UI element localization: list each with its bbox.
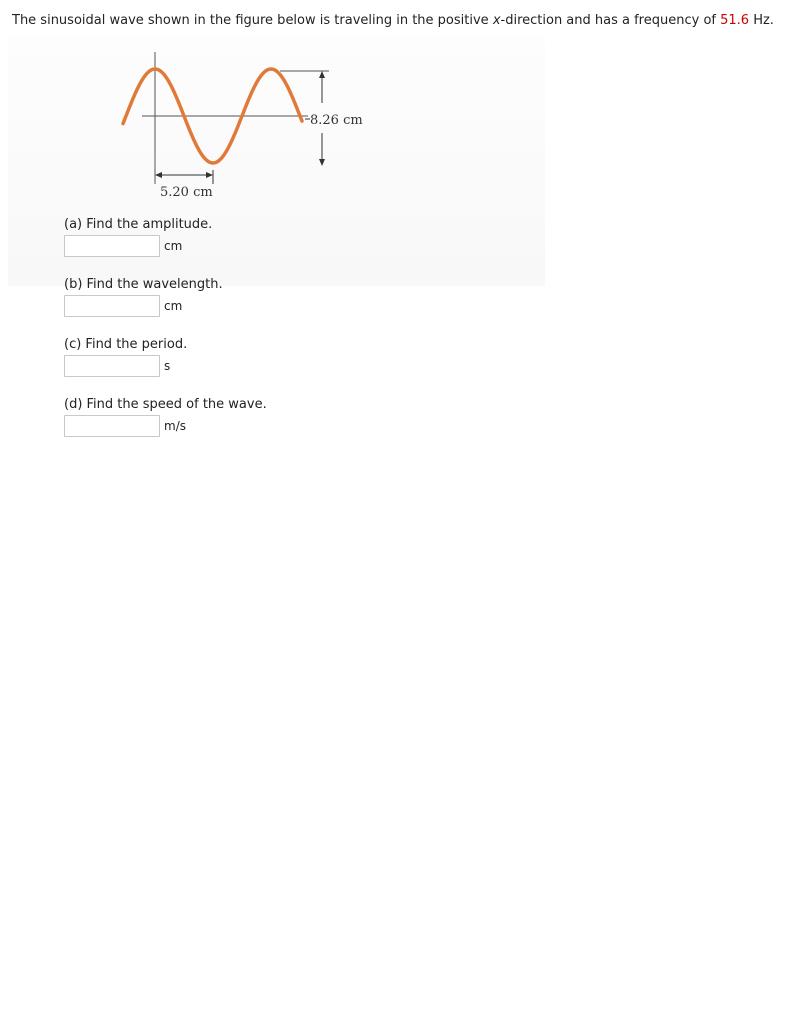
vertical-dimension	[305, 71, 363, 166]
question-a	[64, 216, 212, 257]
answer-input-d[interactable]	[64, 415, 160, 437]
answer-row-b	[64, 295, 223, 317]
question-c	[64, 336, 187, 377]
question-d-prompt: (d) Find the speed of the wave.	[64, 397, 267, 412]
vertical-dimension-label: 8.26 cm	[310, 113, 363, 128]
question-b-prompt: (b) Find the wavelength.	[64, 277, 223, 292]
answer-input-b[interactable]	[64, 295, 160, 317]
intro-text-continued: -direction and has a frequency of	[500, 13, 721, 28]
unit-label-a: cm	[164, 239, 183, 253]
frequency-unit: Hz.	[749, 13, 774, 28]
question-c-prompt: (c) Find the period.	[64, 337, 188, 352]
unit-label-c: s	[164, 359, 171, 373]
question-a-prompt: (a) Find the amplitude.	[64, 217, 213, 232]
arrowhead-down-icon	[319, 159, 325, 166]
arrowhead-left-icon	[155, 172, 162, 178]
wave-figure	[0, 0, 791, 210]
arrowhead-up-icon	[319, 71, 325, 78]
answer-row-c	[64, 355, 187, 377]
question-b	[64, 276, 223, 317]
intro-text: The sinusoidal wave shown in the figure below is traveling in the positive	[12, 13, 493, 28]
frequency-value: 51.6	[720, 13, 750, 28]
arrowhead-right-icon	[206, 172, 213, 178]
horizontal-dimension-label: 5.20 cm	[160, 185, 213, 200]
horizontal-dimension	[155, 170, 213, 200]
intro-variable: x	[492, 13, 501, 28]
answer-input-a[interactable]	[64, 235, 160, 257]
answer-input-c[interactable]	[64, 355, 160, 377]
question-d	[64, 396, 267, 437]
answer-row-a	[64, 235, 212, 257]
unit-label-d: m/s	[164, 419, 186, 433]
answer-row-d	[64, 415, 267, 437]
unit-label-b: cm	[164, 299, 183, 313]
